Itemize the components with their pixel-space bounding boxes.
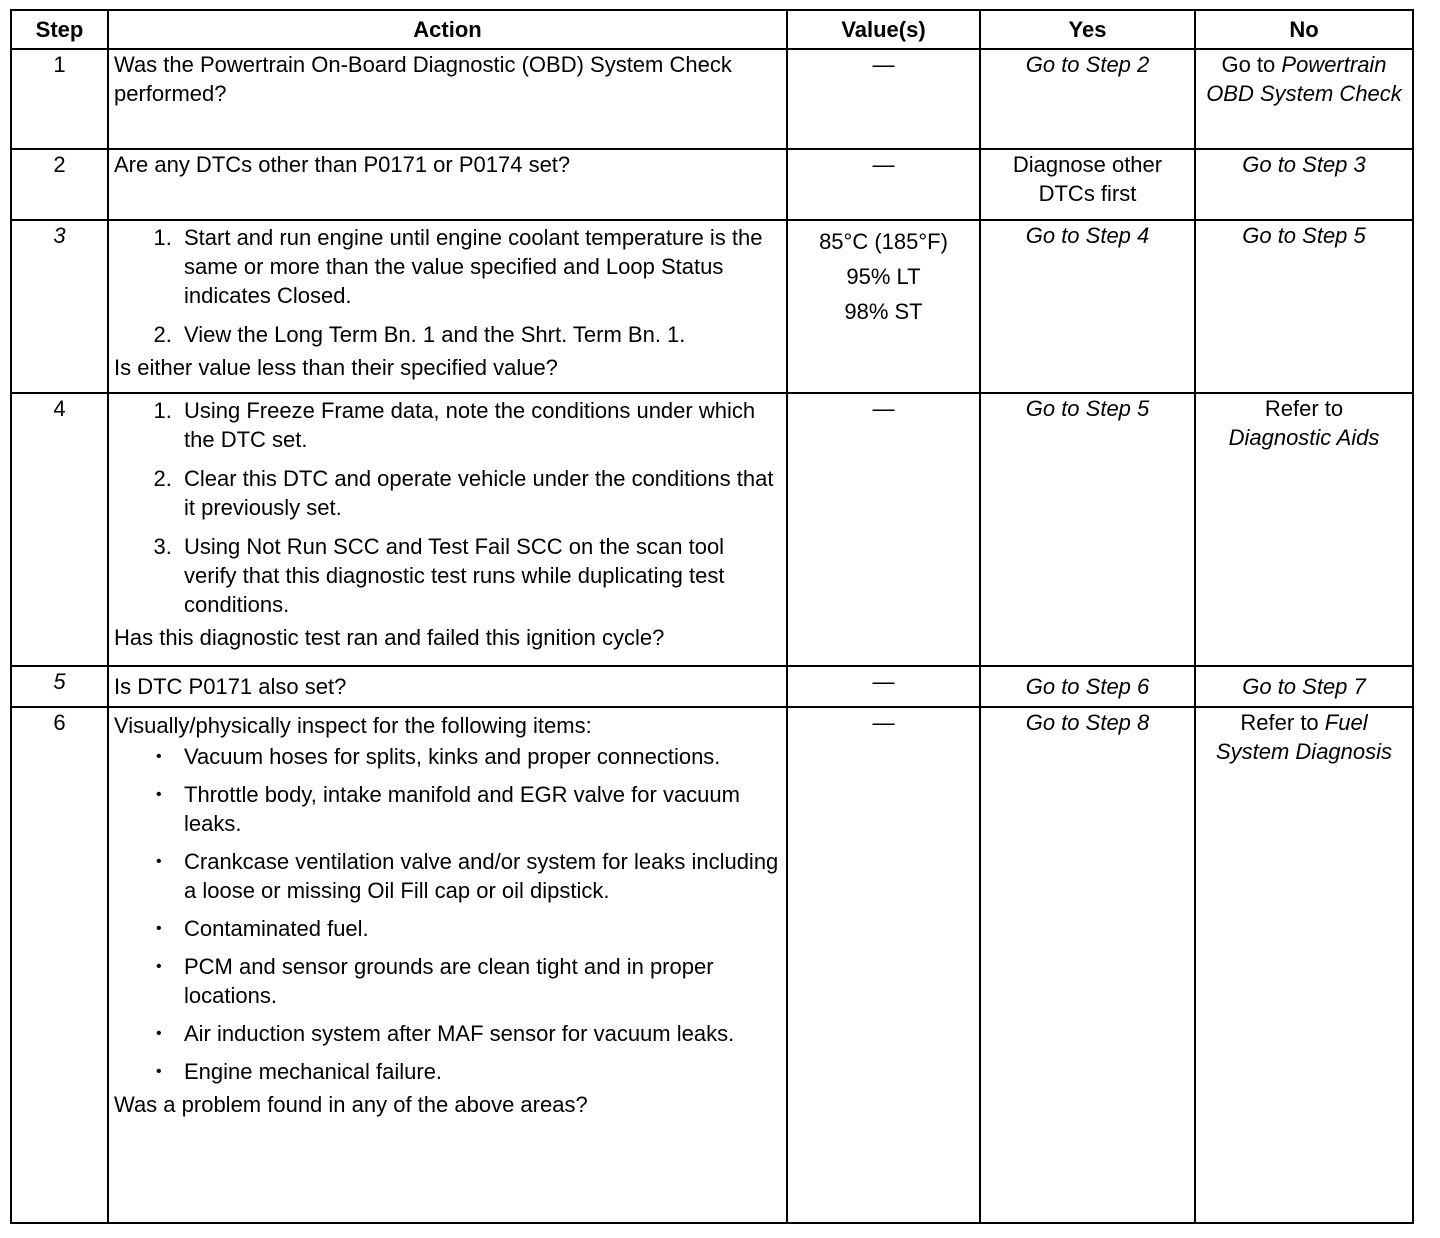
no-link[interactable]: Go to Step 7 bbox=[1242, 674, 1366, 699]
value-dash: — bbox=[872, 396, 895, 421]
no-cell bbox=[1195, 149, 1413, 220]
yes-link[interactable]: Go to Step 6 bbox=[1025, 674, 1150, 699]
action-cell bbox=[108, 149, 787, 220]
action-cell bbox=[108, 49, 787, 149]
action-question: Has this diagnostic test ran and failed this ignition cycle? bbox=[114, 625, 665, 650]
action-question: Was the Powertrain On-Board Diagnostic (OBD) System Check performed? bbox=[114, 52, 732, 106]
step-number: 4 bbox=[11, 393, 108, 666]
table-row-step-6 bbox=[11, 707, 1413, 1223]
action-question: Are any DTCs other than P0171 or P0174 set? bbox=[114, 152, 571, 177]
action-step: 1. Using Freeze Frame data, note the conditions under which the DTC set. bbox=[178, 396, 781, 454]
value-cell bbox=[787, 220, 980, 393]
yes-link[interactable]: Go to Step 8 bbox=[1025, 710, 1150, 735]
value-dash: — bbox=[872, 152, 895, 177]
action-cell bbox=[108, 393, 787, 666]
value-cell bbox=[787, 149, 980, 220]
value-long-term: 95% LT bbox=[846, 264, 921, 289]
header-row bbox=[11, 10, 1413, 49]
diagnostic-table bbox=[10, 9, 1414, 1224]
no-prefix: Refer to bbox=[1264, 396, 1344, 421]
no-prefix: Go to bbox=[1221, 52, 1276, 77]
inspection-item: • Vacuum hoses for splits, kinks and proper connections. bbox=[178, 742, 781, 771]
action-step: 3. Using Not Run SCC and Test Fail SCC on the scan tool verify that this diagnostic test runs while duplicating test conditions. bbox=[178, 532, 781, 619]
table-row-step-5 bbox=[11, 666, 1413, 707]
action-step: 2. Clear this DTC and operate vehicle under the conditions that it previously set. bbox=[178, 464, 781, 522]
yes-cell bbox=[980, 707, 1195, 1223]
yes-cell bbox=[980, 49, 1195, 149]
header-step: Step bbox=[11, 10, 108, 49]
no-cell bbox=[1195, 707, 1413, 1223]
no-cell bbox=[1195, 666, 1413, 707]
table-row-step-3 bbox=[11, 220, 1413, 393]
step-number: 1 bbox=[11, 49, 108, 149]
action-step: 2. View the Long Term Bn. 1 and the Shrt. Term Bn. 1. bbox=[178, 320, 781, 349]
yes-cell bbox=[980, 393, 1195, 666]
action-steps bbox=[114, 396, 781, 619]
header-action: Action bbox=[108, 10, 787, 49]
inspection-item: • Air induction system after MAF sensor for vacuum leaks. bbox=[178, 1019, 781, 1048]
step-number: 5 bbox=[11, 666, 108, 707]
yes-link[interactable]: Go to Step 5 bbox=[1025, 396, 1150, 421]
step-number: 3 bbox=[11, 220, 108, 393]
no-cell bbox=[1195, 220, 1413, 393]
inspection-item: • Throttle body, intake manifold and EGR valve for vacuum leaks. bbox=[178, 780, 781, 838]
yes-link[interactable]: Go to Step 2 bbox=[1025, 52, 1150, 77]
yes-cell bbox=[980, 220, 1195, 393]
value-cell bbox=[787, 49, 980, 149]
value-cell bbox=[787, 666, 980, 707]
value-cell bbox=[787, 393, 980, 666]
value-temperature: 85°C (185°F) bbox=[819, 229, 948, 254]
value-dash: — bbox=[872, 710, 895, 735]
action-step: 1. Start and run engine until engine coolant temperature is the same or more than the value specified and Loop Status indicates Closed. bbox=[178, 223, 781, 310]
value-short-term: 98% ST bbox=[844, 299, 923, 324]
no-link[interactable]: Go to Step 3 bbox=[1242, 152, 1366, 177]
table-row-step-4 bbox=[11, 393, 1413, 666]
yes-cell bbox=[980, 149, 1195, 220]
inspection-item: • PCM and sensor grounds are clean tight and in proper locations. bbox=[178, 952, 781, 1010]
header-values: Value(s) bbox=[787, 10, 980, 49]
action-question: Was a problem found in any of the above areas? bbox=[114, 1092, 588, 1117]
action-cell bbox=[108, 220, 787, 393]
header-no: No bbox=[1195, 10, 1413, 49]
yes-cell bbox=[980, 666, 1195, 707]
inspection-item: • Contaminated fuel. bbox=[178, 914, 781, 943]
no-cell bbox=[1195, 393, 1413, 666]
action-intro: Visually/physically inspect for the following items: bbox=[114, 713, 592, 738]
no-link[interactable]: Go to Step 5 bbox=[1242, 223, 1366, 248]
inspection-list bbox=[114, 742, 781, 1086]
value-dash: — bbox=[872, 52, 895, 77]
value-cell bbox=[787, 707, 980, 1223]
inspection-item: • Engine mechanical failure. bbox=[178, 1057, 781, 1086]
no-link[interactable]: Fuel System Diagnosis bbox=[1215, 710, 1393, 764]
table-row-step-2 bbox=[11, 149, 1413, 220]
no-prefix: Refer to bbox=[1240, 710, 1319, 735]
yes-link[interactable]: Go to Step 4 bbox=[1025, 223, 1150, 248]
no-link[interactable]: Powertrain OBD System Check bbox=[1206, 52, 1402, 106]
value-dash: — bbox=[872, 669, 895, 694]
action-cell bbox=[108, 707, 787, 1223]
action-cell bbox=[108, 666, 787, 707]
action-question: Is DTC P0171 also set? bbox=[114, 674, 347, 699]
action-question: Is either value less than their specified value? bbox=[114, 355, 558, 380]
no-link[interactable]: Diagnostic Aids bbox=[1228, 425, 1380, 450]
step-number: 2 bbox=[11, 149, 108, 220]
no-cell bbox=[1195, 49, 1413, 149]
header-yes: Yes bbox=[980, 10, 1195, 49]
table-row-step-1 bbox=[11, 49, 1413, 149]
step-number: 6 bbox=[11, 707, 108, 1223]
inspection-item: • Crankcase ventilation valve and/or system for leaks including a loose or missing Oil Fill cap or oil dipstick. bbox=[178, 847, 781, 905]
action-steps bbox=[114, 223, 781, 349]
yes-text: Diagnose other DTCs first bbox=[1012, 152, 1163, 206]
